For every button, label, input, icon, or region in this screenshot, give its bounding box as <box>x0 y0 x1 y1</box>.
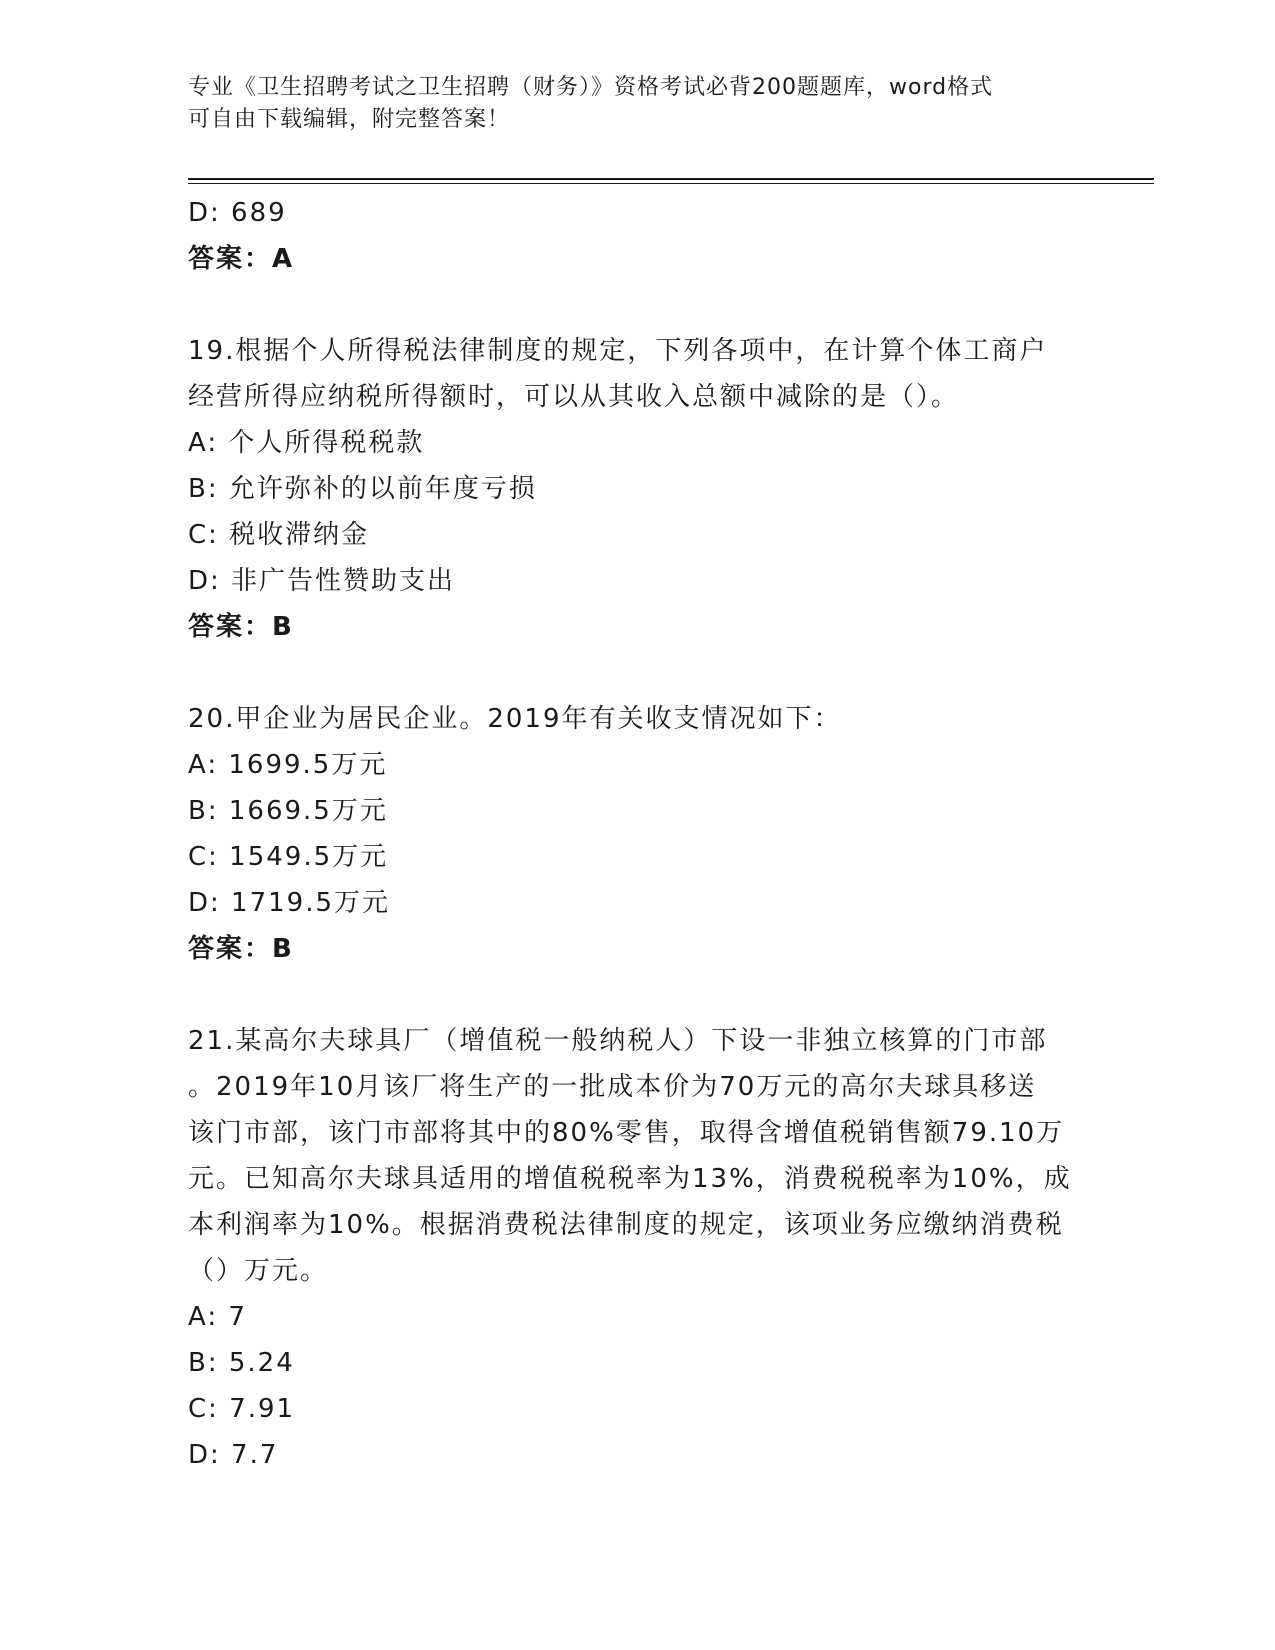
question-21-text-line-5: 本利润率为10%。根据消费税法律制度的规定，该项业务应缴纳消费税 <box>188 1210 1064 1240</box>
question-19-answer: 答案：B <box>188 612 294 642</box>
question-19-option-c: C: 税收滞纳金 <box>188 520 370 550</box>
question-19 <box>188 328 1088 650</box>
question-21 <box>188 1018 1088 1478</box>
question-20-option-c: C: 1549.5万元 <box>188 842 389 872</box>
question-21-option-d: D: 7.7 <box>188 1440 279 1470</box>
spacer <box>188 282 1088 328</box>
page-header <box>188 72 1088 136</box>
question-21-text-line-1: 21.某高尔夫球具厂（增值税一般纳税人）下设一非独立核算的门市部 <box>188 1026 1048 1056</box>
question-20-option-b: B: 1669.5万元 <box>188 796 388 826</box>
question-20-text-line-1: 20.甲企业为居民企业。2019年有关收支情况如下： <box>188 704 842 734</box>
spacer <box>188 972 1088 1018</box>
question-21-option-b: B: 5.24 <box>188 1348 295 1378</box>
question-21-text-line-6: （）万元。 <box>188 1256 329 1286</box>
question-21-text-line-4: 元。已知高尔夫球具适用的增值税税率为13%，消费税税率为10%，成 <box>188 1164 1072 1194</box>
question-19-option-d: D: 非广告性赞助支出 <box>188 566 456 596</box>
question-20 <box>188 696 1088 972</box>
question-21-option-c: C: 7.91 <box>188 1394 296 1424</box>
spacer <box>188 650 1088 696</box>
question-19-option-a: A: 个人所得税税款 <box>188 428 425 458</box>
document-body <box>188 190 1088 1478</box>
question-19-option-b: B: 允许弥补的以前年度亏损 <box>188 474 537 504</box>
header-line-2: 可自由下载编辑，附完整答案！ <box>188 107 511 132</box>
prev-option-d: D: 689 <box>188 198 287 228</box>
question-21-text-line-3: 该门市部，该门市部将其中的80%零售，取得含增值税销售额79.10万 <box>188 1118 1065 1148</box>
header-rule-thin <box>188 183 1154 184</box>
question-19-text-line-1: 19.根据个人所得税法律制度的规定，下列各项中，在计算个体工商户 <box>188 336 1048 366</box>
question-20-answer: 答案：B <box>188 934 294 964</box>
header-line-1: 专业《卫生招聘考试之卫生招聘（财务）》资格考试必背200题题库，word格式 <box>188 75 994 100</box>
header-rule-thick <box>188 178 1154 180</box>
question-19-text-line-2: 经营所得应纳税所得额时，可以从其收入总额中减除的是（）。 <box>188 382 960 412</box>
question-21-text-line-2: 。2019年10月该厂将生产的一批成本价为70万元的高尔夫球具移送 <box>188 1072 1037 1102</box>
prev-answer: 答案：A <box>188 244 295 274</box>
question-20-option-a: A: 1699.5万元 <box>188 750 388 780</box>
question-20-option-d: D: 1719.5万元 <box>188 888 391 918</box>
question-21-option-a: A: 7 <box>188 1302 247 1332</box>
